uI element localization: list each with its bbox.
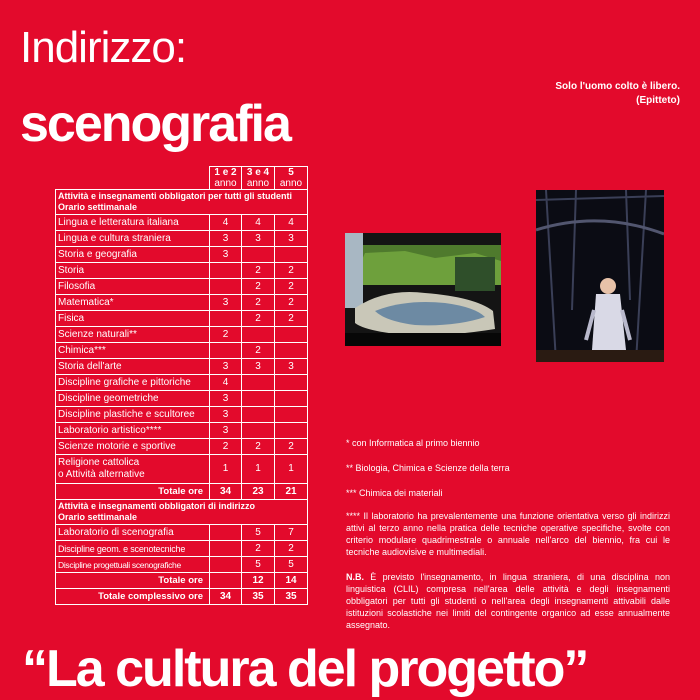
hours-y12: [210, 525, 242, 541]
hours-y5: [275, 423, 308, 439]
nb-text: È previsto l'insegnamento, in lingua straniera, di una disciplina non linguistica (CLIL) compresa nell'area delle attività e degli insegnamenti obbligatori per tutti gli studenti o nell'area degli insegnamenti attivabili dalle istituzioni scolastiche nei limiti del contingente organico ad esse annualmente assegnato.: [346, 572, 670, 630]
hours-y34: 2: [242, 279, 275, 295]
hours-y5: 2: [275, 295, 308, 311]
year-header: [210, 167, 242, 190]
hours-y12: [210, 541, 242, 557]
total-y5: 35: [275, 589, 308, 605]
table-row: [56, 439, 308, 455]
year-header-number: 3 e 4: [246, 167, 270, 178]
total-label: Totale ore: [56, 484, 210, 500]
quote-text: Solo l'uomo colto è libero.: [555, 81, 680, 92]
total-y5: 21: [275, 484, 308, 500]
table-row: [56, 375, 308, 391]
total-y34: 35: [242, 589, 275, 605]
note-scienze: ** Biologia, Chimica e Scienze della terra: [346, 463, 510, 473]
table-row: [56, 263, 308, 279]
total-y34: 23: [242, 484, 275, 500]
year-header-label: anno: [279, 178, 303, 189]
stage-performer-photo: [536, 190, 664, 362]
note-clil: [346, 571, 670, 631]
total-row: [56, 484, 308, 500]
hours-y12: 4: [210, 375, 242, 391]
table-row-religion: [56, 455, 308, 484]
table-row: [56, 215, 308, 231]
table-row: [56, 327, 308, 343]
hours-y5: [275, 327, 308, 343]
hours-y12: [210, 279, 242, 295]
subject-name: Storia e geografia: [56, 247, 210, 263]
section-address: [56, 500, 308, 525]
subject-name: Chimica***: [56, 343, 210, 359]
hours-y34: 4: [242, 215, 275, 231]
hours-y34: 1: [242, 455, 275, 484]
hours-y12: 2: [210, 327, 242, 343]
subject-name: Discipline progettuali scenografiche: [56, 557, 210, 573]
total-label: Totale ore: [56, 573, 210, 589]
motto: “La cultura del progetto”: [22, 640, 588, 698]
table-row: [56, 525, 308, 541]
year-header: [275, 167, 308, 190]
hours-y12: [210, 263, 242, 279]
section-title-line: Attività e insegnamenti obbligatori di indirizzo: [58, 501, 256, 511]
religion-line: o Attività alternative: [58, 469, 145, 480]
subject-name: Lingua e cultura straniera: [56, 231, 210, 247]
hours-y12: 3: [210, 423, 242, 439]
header-blank: [56, 167, 210, 190]
hours-y5: 7: [275, 525, 308, 541]
subject-name: Storia dell'arte: [56, 359, 210, 375]
quote: [460, 80, 680, 108]
total-y34: 12: [242, 573, 275, 589]
religion-line: Religione cattolica: [58, 457, 140, 468]
table-row: [56, 407, 308, 423]
section-subtitle-line: Orario settimanale: [58, 512, 138, 522]
hours-y5: 2: [275, 263, 308, 279]
total-y12: [210, 573, 242, 589]
subject-name: Matematica*: [56, 295, 210, 311]
table-row: [56, 311, 308, 327]
table-row: [56, 279, 308, 295]
hours-y34: [242, 391, 275, 407]
hours-y12: 3: [210, 231, 242, 247]
section-title-line: Attività e insegnamenti obbligatori per tutti gli studenti: [58, 191, 293, 201]
hours-y34: 2: [242, 541, 275, 557]
table-row: [56, 231, 308, 247]
table-row: [56, 247, 308, 263]
hours-y12: 3: [210, 247, 242, 263]
subject-name: Lingua e letteratura italiana: [56, 215, 210, 231]
section-title: [56, 190, 308, 215]
page-title: scenografia: [20, 95, 290, 153]
note-laboratorio: **** Il laboratorio ha prevalentemente una funzione orientativa verso gli indirizzi attivi al terzo anno nella pratica delle tecniche operative specifiche, svolte con criterio modulare quadrimestrale o annuale nell'arco del biennio, fra cui le tecniche audiovisive e multimediali.: [346, 511, 670, 557]
hours-y5: 2: [275, 311, 308, 327]
address-total-row: [56, 573, 308, 589]
year-header-number: 1 e 2: [214, 167, 237, 178]
hours-y12: 2: [210, 439, 242, 455]
hours-y34: 2: [242, 295, 275, 311]
subject-name: Discipline grafiche e pittoriche: [56, 375, 210, 391]
hours-y12: [210, 343, 242, 359]
table-row: [56, 423, 308, 439]
subject-name: Laboratorio di scenografia: [56, 525, 210, 541]
hours-y5: 2: [275, 439, 308, 455]
subject-name: Laboratorio artistico****: [56, 423, 210, 439]
year-header-label: anno: [214, 178, 237, 189]
grand-total-row: [56, 589, 308, 605]
subject-name: Discipline geometriche: [56, 391, 210, 407]
hours-y12: [210, 311, 242, 327]
subject-name: Storia: [56, 263, 210, 279]
table-row: [56, 343, 308, 359]
hours-y12: 4: [210, 215, 242, 231]
hours-y34: 2: [242, 343, 275, 359]
section-title: [56, 500, 308, 525]
subject-name: Fisica: [56, 311, 210, 327]
total-y12: 34: [210, 484, 242, 500]
title-prefix: Indirizzo:: [20, 23, 187, 72]
stage-model-photo: [345, 233, 501, 346]
year-header-label: anno: [246, 178, 270, 189]
section-subtitle-line: Orario settimanale: [58, 202, 138, 212]
hours-y5: [275, 343, 308, 359]
hours-y5: 5: [275, 557, 308, 573]
hours-y5: [275, 247, 308, 263]
section-common: [56, 190, 308, 215]
hours-y5: 3: [275, 359, 308, 375]
subject-name: Scienze motorie e sportive: [56, 439, 210, 455]
hours-y34: 5: [242, 525, 275, 541]
hours-y12: 3: [210, 295, 242, 311]
hours-y5: [275, 375, 308, 391]
subject-name: Filosofia: [56, 279, 210, 295]
note-informatica: * con Informatica al primo biennio: [346, 438, 480, 448]
subject-name: Discipline geom. e scenotecniche: [56, 541, 210, 557]
hours-y34: 5: [242, 557, 275, 573]
hours-y12: 3: [210, 391, 242, 407]
note-chimica: *** Chimica dei materiali: [346, 488, 443, 498]
total-label: Totale complessivo ore: [56, 589, 210, 605]
subject-name: Scienze naturali**: [56, 327, 210, 343]
table-row: [56, 541, 308, 557]
year-header-number: 5: [288, 167, 294, 178]
year-header: [242, 167, 275, 190]
hours-y34: [242, 327, 275, 343]
hours-y12: [210, 557, 242, 573]
hours-y5: 1: [275, 455, 308, 484]
table-row: [56, 391, 308, 407]
hours-y12: 3: [210, 407, 242, 423]
table-row: [56, 359, 308, 375]
hours-y34: [242, 423, 275, 439]
hours-y5: 4: [275, 215, 308, 231]
hours-y5: [275, 407, 308, 423]
hours-y5: 2: [275, 541, 308, 557]
hours-y34: 3: [242, 231, 275, 247]
hours-y5: 3: [275, 231, 308, 247]
timetable: [55, 166, 308, 605]
table-row: [56, 295, 308, 311]
nb-label: N.B.: [346, 572, 364, 582]
table-header-row: [56, 167, 308, 190]
total-y5: 14: [275, 573, 308, 589]
hours-y5: [275, 391, 308, 407]
subject-name: Discipline plastiche e scultoree: [56, 407, 210, 423]
hours-y34: [242, 375, 275, 391]
hours-y34: 2: [242, 311, 275, 327]
total-y12: 34: [210, 589, 242, 605]
subject-name: [56, 455, 210, 484]
hours-y34: [242, 247, 275, 263]
hours-y5: 2: [275, 279, 308, 295]
hours-y34: 2: [242, 439, 275, 455]
hours-y12: 3: [210, 359, 242, 375]
hours-y12: 1: [210, 455, 242, 484]
hours-y34: 3: [242, 359, 275, 375]
hours-y34: 2: [242, 263, 275, 279]
quote-author: (Epitteto): [636, 95, 680, 106]
hours-y34: [242, 407, 275, 423]
table-row: [56, 557, 308, 573]
